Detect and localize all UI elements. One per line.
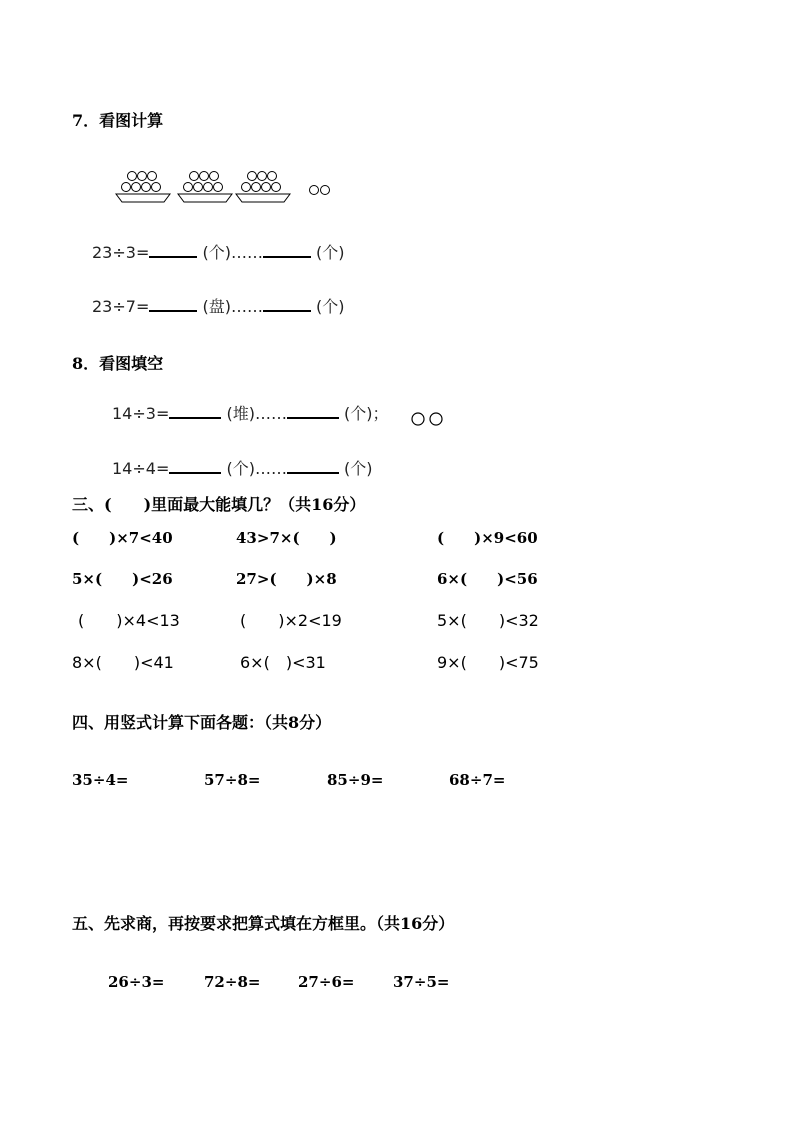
ineq-r4-c3: 9×( )<75 bbox=[437, 653, 539, 672]
section4-title: 四、用竖式计算下面各题：（共8分） bbox=[72, 713, 332, 732]
ineq-r3-c1: ( )×4<13 bbox=[78, 611, 180, 630]
q7-equation-2 bbox=[92, 294, 345, 317]
plate-1-icon bbox=[116, 172, 170, 203]
ineq-r1-c3: ( )×9<60 bbox=[437, 529, 538, 547]
leftover-apples-icon bbox=[310, 186, 330, 195]
q7-eq2-blank-2[interactable] bbox=[263, 298, 311, 312]
q7-equation-1 bbox=[92, 240, 345, 263]
q8-eq2-unit2: (个) bbox=[344, 459, 373, 478]
q7-eq2-blank-1[interactable] bbox=[149, 298, 197, 312]
ineq-r4-c1: 8×( )<41 bbox=[72, 653, 174, 672]
calc4-item-4: 68÷7= bbox=[449, 771, 506, 789]
q8-eq2-lhs: 14÷4= bbox=[112, 459, 170, 478]
ineq-r2-c1: 5×( )<26 bbox=[72, 570, 173, 588]
ineq-r1-c1: ( )×7<40 bbox=[72, 529, 173, 547]
q8-equation-1 bbox=[112, 401, 389, 424]
plate-3-icon bbox=[236, 172, 290, 203]
ineq-r4-c2: 6×( )<31 bbox=[240, 653, 326, 672]
apple-plates-illustration bbox=[114, 166, 344, 208]
ineq-r2-c2: 27>( )×8 bbox=[236, 570, 337, 588]
calc5-item-1: 26÷3= bbox=[108, 973, 165, 991]
calc5-item-4: 37÷5= bbox=[393, 973, 450, 991]
q8-equation-2 bbox=[112, 456, 373, 479]
q8-eq2-blank-2[interactable] bbox=[287, 460, 339, 474]
plate-2-icon bbox=[178, 172, 232, 203]
ineq-r3-c2: ( )×2<19 bbox=[240, 611, 342, 630]
q7-eq1-blank-1[interactable] bbox=[149, 244, 197, 258]
q8-title: 8．看图填空 bbox=[72, 354, 164, 373]
q8-circles-icon bbox=[410, 411, 450, 431]
calc4-item-3: 85÷9= bbox=[327, 771, 384, 789]
q7-eq2-lhs: 23÷7= bbox=[92, 297, 150, 316]
q7-eq1-unit1: (个)…… bbox=[202, 243, 263, 262]
q8-eq2-unit1: (个)…… bbox=[226, 459, 287, 478]
q8-eq1-unit1: (堆)…… bbox=[226, 404, 287, 423]
ineq-r3-c3: 5×( )<32 bbox=[437, 611, 539, 630]
calc4-item-1: 35÷4= bbox=[72, 771, 129, 789]
q8-eq1-blank-1[interactable] bbox=[169, 405, 221, 419]
calc5-item-3: 27÷6= bbox=[298, 973, 355, 991]
q8-eq1-lhs: 14÷3= bbox=[112, 404, 170, 423]
q7-eq1-lhs: 23÷3= bbox=[92, 243, 150, 262]
q7-eq2-unit1: (盘)…… bbox=[202, 297, 263, 316]
q7-eq2-unit2: (个) bbox=[316, 297, 345, 316]
calc4-item-2: 57÷8= bbox=[204, 771, 261, 789]
q8-eq1-blank-2[interactable] bbox=[287, 405, 339, 419]
section5-title: 五、先求商，再按要求把算式填在方框里。（共16分） bbox=[72, 914, 455, 933]
section3-title: 三、( )里面最大能填几？（共16分） bbox=[72, 495, 366, 514]
q7-eq1-unit2: (个) bbox=[316, 243, 345, 262]
calc5-item-2: 72÷8= bbox=[204, 973, 261, 991]
ineq-r2-c3: 6×( )<56 bbox=[437, 570, 538, 588]
ineq-r1-c2: 43>7×( ) bbox=[236, 529, 337, 547]
q8-eq1-unit2: (个)； bbox=[344, 404, 389, 423]
q7-eq1-blank-2[interactable] bbox=[263, 244, 311, 258]
q7-title: 7．看图计算 bbox=[72, 111, 164, 130]
q8-eq2-blank-1[interactable] bbox=[169, 460, 221, 474]
